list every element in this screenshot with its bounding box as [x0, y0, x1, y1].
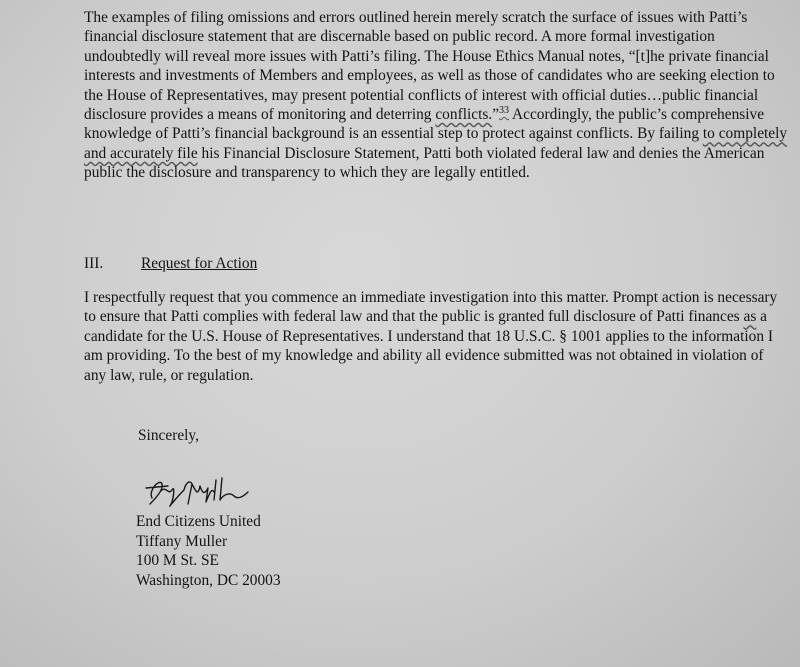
text-segment-marked: to completely and accurately file	[84, 125, 788, 162]
text-segment-marked: conflicts.	[435, 106, 493, 124]
closing-salutation: Sincerely,	[138, 427, 199, 444]
signer-organization: End Citizens United	[136, 513, 261, 530]
signature-block	[136, 512, 281, 590]
handwritten-signature	[138, 470, 258, 510]
text-segment: Accordingly, the public’s comprehensive knowledge of Patti’s financial background is an essential step to protect against conflicts. By failing	[84, 106, 765, 143]
text-segment: The examples of filing omissions and errors outlined herein merely scratch the surface of issues with Patti’s financial disclosure statement that are discernable based on public record. A more formal investigation undoubtedly will reveal more issues with Patti’s filing. The House Ethics Manual notes, “[t]he private financial interests and investments of Members and employees, as well as those of candidates who are seeking election to the House of Representatives, may present potential conflicts of interest with official duties…public financial disclosure provides a means of monitoring and deterring	[84, 9, 775, 124]
signer-city: Washington, DC 20003	[136, 571, 281, 589]
paragraph-conclusion	[84, 8, 788, 183]
text-segment: a candidate for the U.S. House of Representatives. I understand that 18 U.S.C. § 1001 applies to the information I am providing. To the best of my knowledge and ability all evidence submitted was not obtained in violation of any law, rule, or regulation.	[84, 308, 774, 384]
section-heading	[84, 254, 257, 273]
signer-name: Tiffany Muller	[136, 532, 228, 550]
closing-quote: ”	[492, 106, 500, 124]
text-segment: I respectfully request that you commence an immediate investigation into this matter. Prompt action is necessary to ensure that Patti complies with federal law and that the public is granted full disclosure of Patti finances	[84, 289, 778, 326]
section-title: Request for Action	[141, 255, 258, 272]
signer-address: 100 M St. SE	[136, 552, 219, 569]
footnote-reference: 33	[499, 104, 510, 116]
section-number: III.	[84, 255, 104, 272]
text-segment: his Financial Disclosure Statement, Patti both violated federal law and denies the American public the disclosure and transparency to which they are legally entitled.	[84, 144, 765, 182]
paragraph-request	[84, 288, 788, 385]
text-segment-marked: as	[743, 308, 757, 326]
